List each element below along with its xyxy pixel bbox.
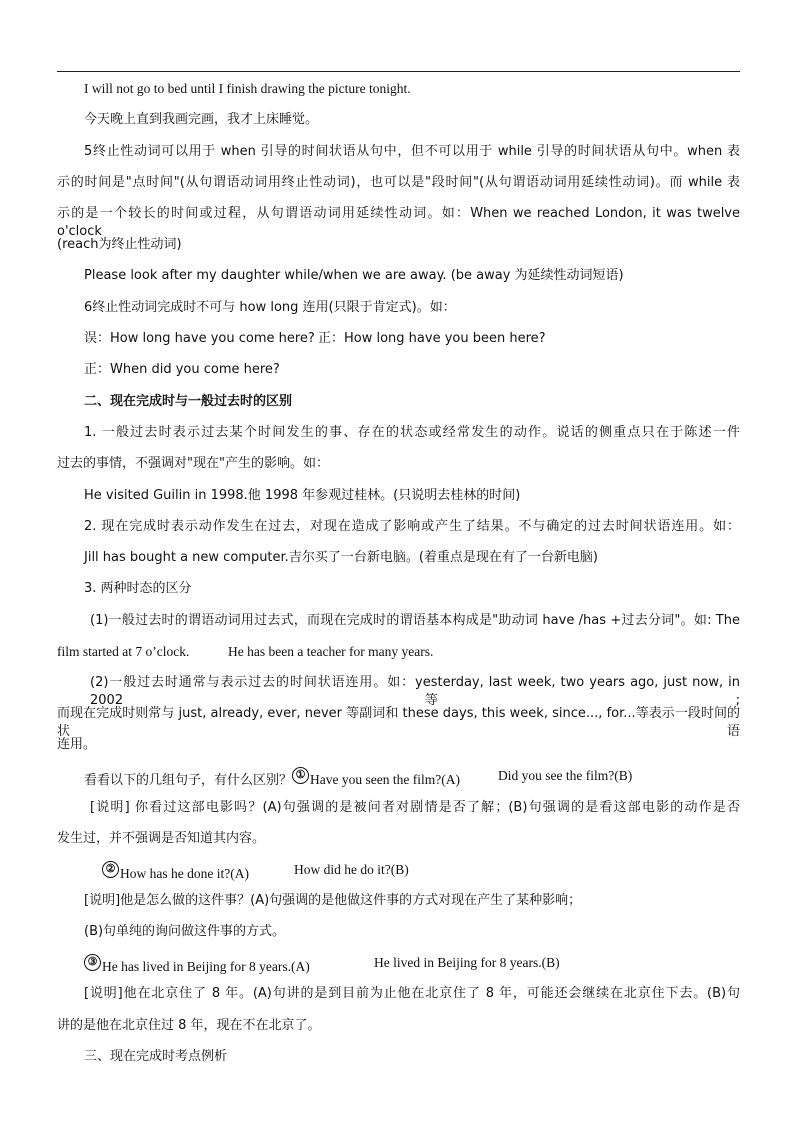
- subheading: 3. 两种时态的区分: [84, 581, 192, 596]
- explanation-line: [说明]他在北京住了 8 年。(A)句讲的是到目前为止他在北京住了 8 年，可能还会继续在北京住下去。(B)句: [84, 986, 740, 1001]
- example-sentence: He visited Guilin in 1998.他 1998 年参观过桂林。(只说明去桂林的时间): [84, 488, 521, 503]
- circled-number-3: ③: [84, 954, 101, 971]
- section-heading: 三、现在完成时考点例析: [84, 1049, 228, 1064]
- paragraph-line: 1. 一般过去时表示过去某个时间发生的事、存在的状态或经常发生的动作。说话的侧重点只在于陈述一件: [84, 425, 740, 440]
- paragraph-line: 5终止性动词可以用于 when 引导的时间状语从句中，但不可以用于 while 引导的时间状语从句中。when 表: [84, 144, 740, 159]
- example-b: How did he do it?(B): [294, 862, 409, 877]
- explanation-line: (B)句单纯的询问做这件事的方式。: [84, 924, 286, 939]
- question-line: [84, 767, 460, 790]
- example-line-3: [84, 954, 310, 976]
- paragraph-line: 示的时间是"点时间"(从句谓语动词用终止性动词)，也可以是"段时间"(从句谓语动词用延续性动词)。而 while 表: [57, 175, 740, 190]
- rule-line: 6终止性动词完成时不可与 how long 连用(只限于肯定式)。如：: [84, 300, 456, 315]
- example-b: He lived in Beijing for 8 years.(B): [374, 955, 560, 970]
- right-example: 正：When did you come here?: [84, 362, 280, 377]
- paragraph-line: 示的是一个较长的时间或过程，从句谓语动词用延续性动词。如：When we reached London, it was twelve o'clock: [57, 206, 740, 239]
- paragraph-line: 连用。: [57, 737, 97, 752]
- paragraph-line: (1)一般过去时的谓语动词用过去式，而现在完成时的谓语基本构成是"助动词 have /has +过去分词"。如: The: [90, 613, 740, 628]
- explanation-line: [说明] 你看过这部电影吗？(A)句强调的是被问者对剧情是否了解；(B)句强调的是看这部电影的动作是否: [90, 800, 740, 815]
- example-a: He has lived in Beijing for 8 years.(A): [102, 959, 310, 974]
- example-sentence-cn: 今天晚上直到我画完画，我才上床睡觉。: [84, 112, 319, 127]
- paragraph-line: 2. 现在完成时表示动作发生在过去，对现在造成了影响或产生了结果。不与确定的过去时间状语连用。如：: [84, 519, 740, 534]
- explanation-line: 发生过，并不强调是否知道其内容。: [57, 831, 266, 846]
- paragraph-line: 过去的事情，不强调对"现在"产生的影响。如：: [57, 456, 329, 471]
- example-sentence: He has been a teacher for many years.: [228, 644, 434, 659]
- paragraph-line: (reach为终止性动词): [57, 237, 182, 252]
- wrong-example: 误：How long have you come here?: [84, 331, 315, 346]
- explanation-line: [说明]他是怎么做的这件事？(A)句强调的是他做这件事的方式对现在产生了某种影响；: [84, 893, 582, 908]
- right-example: 正：How long have you been here?: [318, 331, 546, 346]
- paragraph-line: 而现在完成时则常与 just, already, ever, never 等副词和 these days, this week, since..., for...等表示一段时间的状语: [57, 706, 740, 739]
- paragraph-line: (2)一般过去时通常与表示过去的时间状语连用。如：yesterday, last week, two years ago, just now, in 2002 等;: [90, 675, 740, 708]
- circled-number-2: ②: [102, 861, 119, 878]
- explanation-line: 讲的是他在北京住过 8 年，现在不在北京了。: [57, 1018, 321, 1033]
- circled-number-1: ①: [292, 767, 309, 784]
- example-sentence: film started at 7 o’clock.: [57, 644, 190, 659]
- example-a: How has he done it?(A): [120, 866, 249, 881]
- section-heading: 二、现在完成时与一般过去时的区别: [84, 394, 293, 409]
- example-line-2: [102, 861, 249, 883]
- header-rule: [57, 71, 740, 72]
- example-sentence: Please look after my daughter while/when we are away. (be away 为延续性动词短语): [84, 268, 624, 283]
- example-b: Did you see the film?(B): [498, 768, 633, 783]
- example-sentence-en: I will not go to bed until I finish drawing the picture tonight.: [84, 81, 411, 96]
- example-sentence: Jill has bought a new computer.吉尔买了一台新电脑。(着重点是现在有了一台新电脑): [84, 550, 598, 565]
- example-a: Have you seen the film?(A): [310, 772, 460, 787]
- question-text: 看看以下的几组句子，有什么区别？: [84, 773, 293, 788]
